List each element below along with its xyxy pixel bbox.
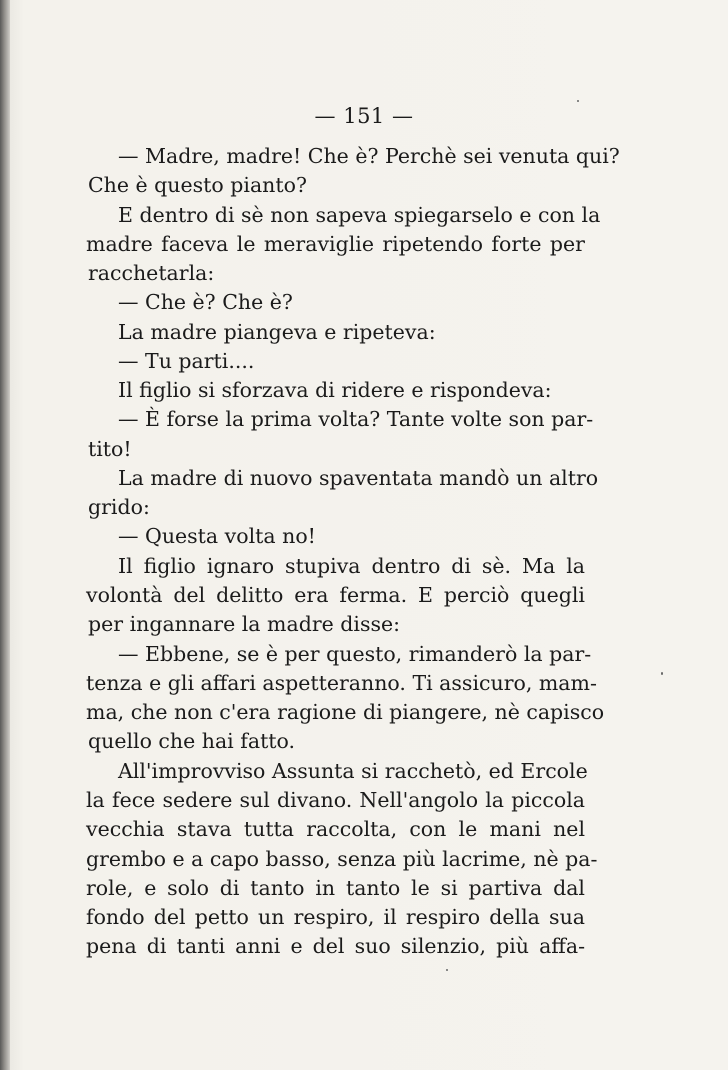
text-line: Che è questo pianto? xyxy=(88,173,307,197)
text-line: grembo e a capo basso, senza più lacrime, nè pa- xyxy=(86,847,598,871)
paper-speck xyxy=(661,672,663,675)
text-line: la fece sedere sul divano. Nell'angolo la piccola xyxy=(86,788,585,812)
text-line: role, e solo di tanto in tanto le si partiva dal xyxy=(86,876,585,900)
text-line: — Che è? Che è? xyxy=(118,290,293,314)
text-line: ma, che non c'era ragione di piangere, nè capisco xyxy=(86,700,605,724)
text-line: per ingannare la madre disse: xyxy=(88,612,401,636)
text-line: quello che hai fatto. xyxy=(88,729,296,753)
text-line: racchetarla: xyxy=(88,261,215,285)
text-line: pena di tanti anni e del suo silenzio, più affa- xyxy=(86,934,585,958)
text-line: vecchia stava tutta raccolta, con le mani nel xyxy=(86,817,585,841)
text-line: — Questa volta no! xyxy=(118,524,316,548)
text-line: La madre di nuovo spaventata mandò un altro xyxy=(118,466,599,490)
text-line: Il figlio ignaro stupiva dentro di sè. Ma la xyxy=(118,554,585,578)
text-line: fondo del petto un respiro, il respiro della sua xyxy=(86,905,585,929)
book-spine-edge xyxy=(0,0,10,1070)
paper-speck xyxy=(577,100,579,102)
paper-speck xyxy=(446,969,448,971)
text-line: madre faceva le meraviglie ripetendo forte per xyxy=(86,232,585,256)
text-line: — Ebbene, se è per questo, rimanderò la par- xyxy=(118,642,592,666)
text-line: E dentro di sè non sapeva spiegarselo e con la xyxy=(118,203,601,227)
text-line: volontà del delitto era ferma. E perciò quegli xyxy=(86,583,585,607)
text-line: — È forse la prima volta? Tante volte son par- xyxy=(118,407,594,431)
text-line: La madre piangeva e ripeteva: xyxy=(118,320,436,344)
text-line: All'improvviso Assunta si racchetò, ed Ercole xyxy=(118,759,588,783)
text-line: — Madre, madre! Che è? Perchè sei venuta qui? xyxy=(118,144,620,168)
page-number: — 151 — xyxy=(314,104,414,128)
text-line: grido: xyxy=(88,495,150,519)
text-line: — Tu parti.... xyxy=(118,349,255,373)
text-line: Il figlio si sforzava di ridere e rispondeva: xyxy=(118,378,552,402)
text-line: tito! xyxy=(88,437,132,461)
text-line: tenza e gli affari aspetteranno. Ti assicuro, mam- xyxy=(86,671,597,695)
